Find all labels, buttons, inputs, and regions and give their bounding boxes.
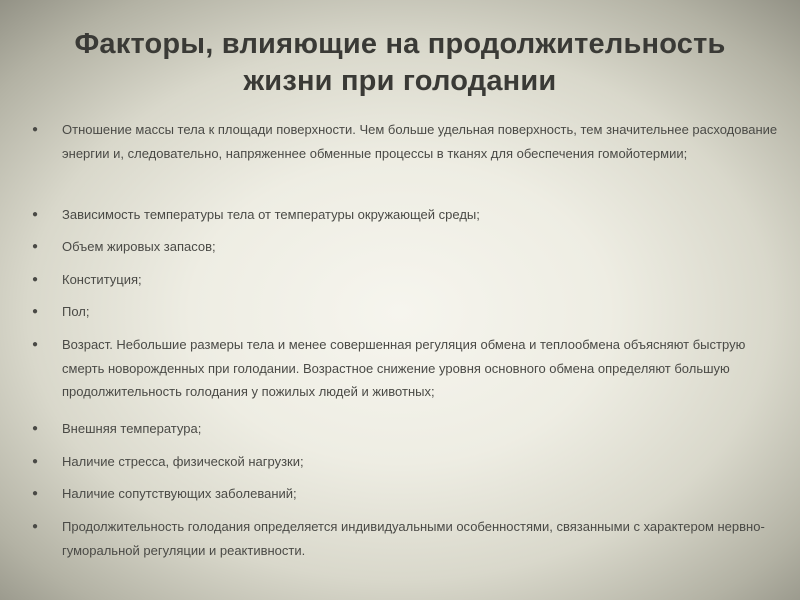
bullet-icon: ● (32, 456, 39, 467)
list-item (32, 268, 790, 292)
bullet-icon: ● (32, 209, 39, 220)
list-item-text: Продолжительность голодания определяется индивидуальными особенностями, связанными с характером нервно-гуморальной регуляции и реактивности. (62, 519, 765, 558)
bullet-icon: ● (32, 423, 39, 434)
list-item-text: Зависимость температуры тела от температуры окружающей среды; (62, 207, 480, 222)
list-item (32, 482, 790, 506)
list-item-text: Внешняя температура; (62, 421, 202, 436)
bullet-icon: ● (32, 124, 39, 135)
list-item-text: Объем жировых запасов; (62, 239, 216, 254)
list-item-text: Наличие сопутствующих заболеваний; (62, 486, 297, 501)
list-item-text: Конституция; (62, 272, 142, 287)
list-item-text: Возраст. Небольшие размеры тела и менее совершенная регуляция обмена и теплообмена объясняют быструю смерть новорожденных при голодании. Возрастное снижение уровня основного обмена определяют большую продолжительность голодания у пожилых людей и животных; (62, 337, 746, 399)
bullet-icon: ● (32, 488, 39, 499)
slide-title-line-1: Факторы, влияющие на продолжительность (74, 28, 726, 60)
list-item (32, 118, 790, 165)
bullet-icon: ● (32, 521, 39, 532)
bullet-icon: ● (32, 339, 39, 350)
list-item-text: Отношение массы тела к площади поверхности. Чем больше удельная поверхность, тем значительнее расходование энергии и, следовательно, напряженнее обменные процессы в тканях для обеспечения гомойотермии; (62, 122, 778, 161)
list-item (32, 235, 790, 259)
list-item (32, 515, 790, 562)
list-item-text: Наличие стресса, физической нагрузки; (62, 454, 304, 469)
list-item (32, 333, 790, 404)
slide-title-line-2: жизни при голодании (243, 65, 557, 97)
bullet-icon: ● (32, 241, 39, 252)
list-item (32, 450, 790, 474)
bullet-icon: ● (32, 306, 39, 317)
list-item (32, 417, 790, 441)
list-item-text: Пол; (62, 304, 90, 319)
list-item (32, 300, 790, 324)
list-item (32, 203, 790, 227)
bullet-icon: ● (32, 274, 39, 285)
